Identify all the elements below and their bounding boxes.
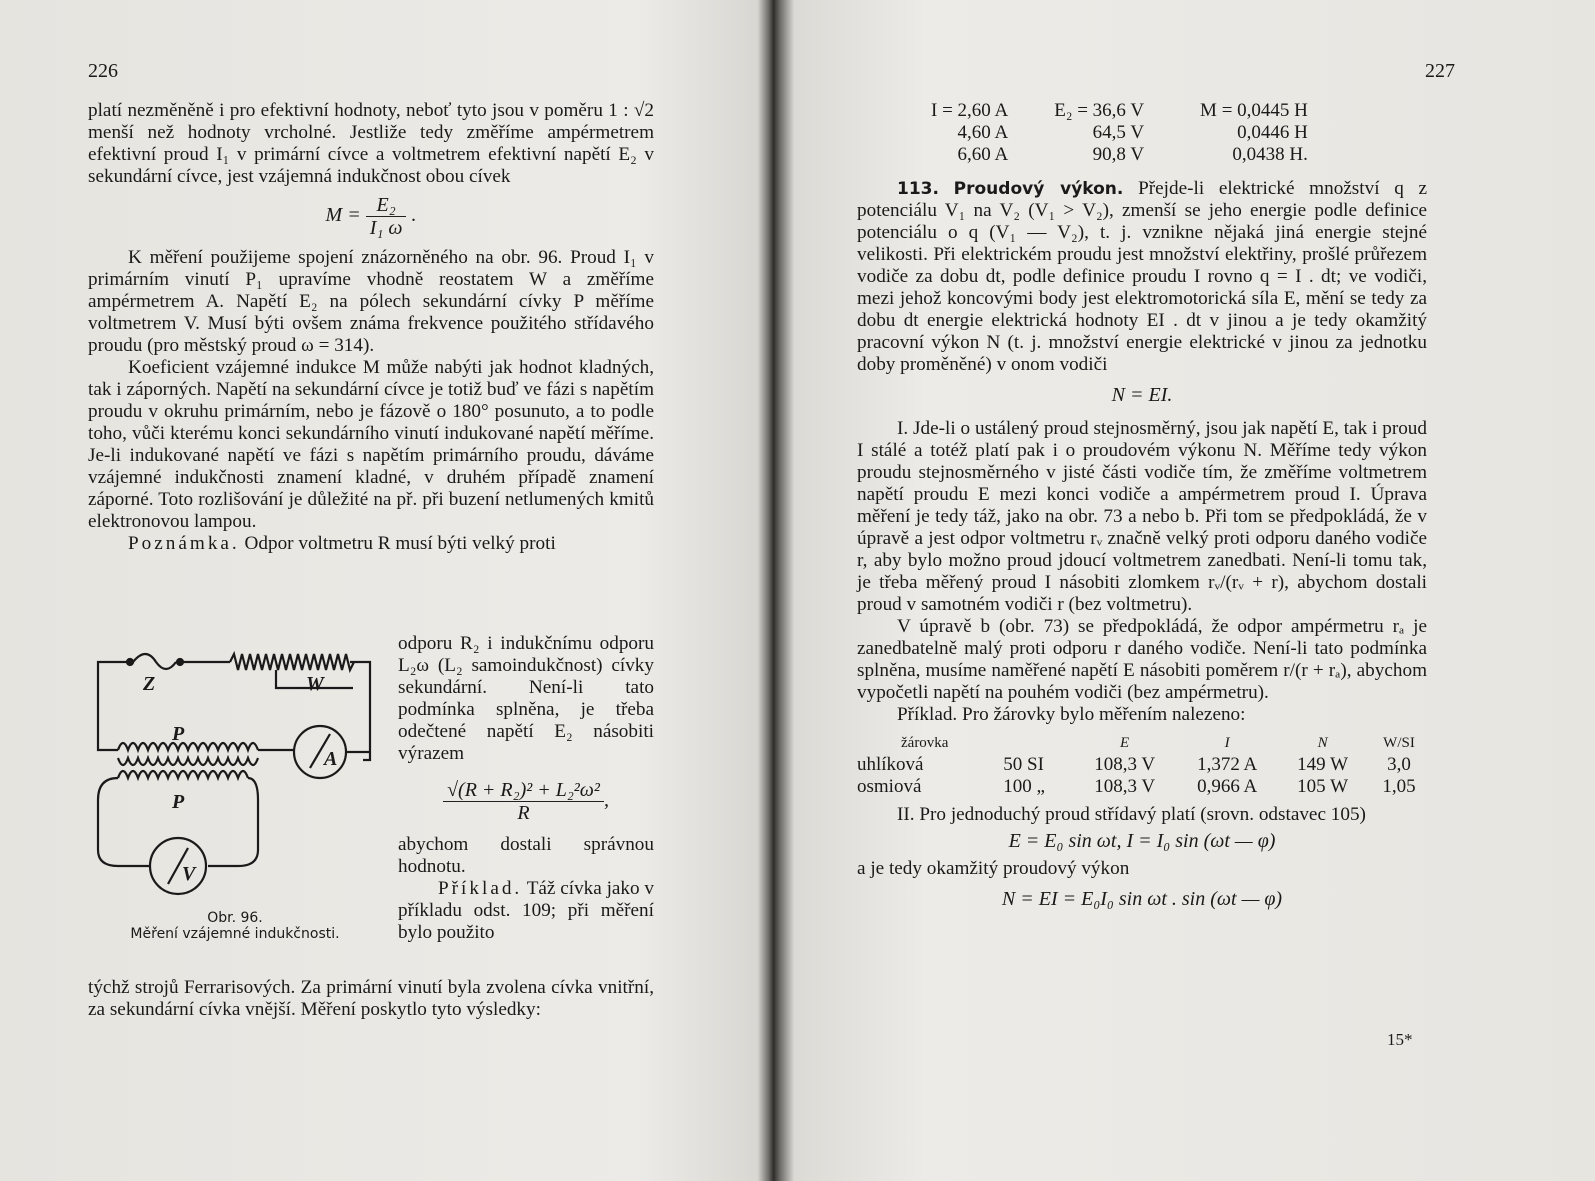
lamp-table: [851, 732, 1431, 798]
equation-denominator: R: [517, 802, 530, 824]
table-cell: 3,0: [1387, 754, 1411, 775]
note-first-line: [88, 533, 654, 555]
table-cell: 0,0446 H: [1237, 122, 1308, 143]
equation-fraction: [366, 194, 407, 239]
figure-label: Obr. 96.: [207, 910, 263, 926]
equation-tail: ,: [603, 789, 609, 812]
label-a: A: [324, 748, 338, 770]
note-column-text: odporu R₂ i indukčnímu odporu L₂ω (L₂ samoindukčnost) cívky sekundární. Není-li tato podmínka splněna, je třeba odečtené napětí E₂ násobiti výrazem: [398, 633, 654, 764]
left-note-column: [398, 633, 654, 944]
primary-coil: [118, 743, 258, 750]
switch-z: [133, 654, 176, 669]
table-cell: 4,60 A: [957, 122, 1009, 143]
equation-correction: [398, 779, 654, 824]
table-header-row: [851, 732, 1431, 754]
page-number-right: 227: [1425, 60, 1455, 82]
paragraph: Příklad. Pro žárovky bylo měřením nalezeno:: [897, 704, 1246, 725]
table-cell: M = 0,0445 H: [1200, 100, 1308, 121]
label-w: W: [306, 673, 324, 695]
table-cell: 149 W: [1297, 754, 1348, 775]
paragraph: K měření použijeme spojení znázorněného na obr. 96. Proud I₁ v primárním vinutí P₁ upravíme vhodně reostatem W a změříme ampérmetrem A. Napětí E₂ na pólech sekundární cívky P měříme voltmetrem V. Musí býti ovšem známa frekvence použitého střídavého proudu (pro městský proud ω = 314).: [88, 247, 654, 356]
right-page: [775, 0, 1595, 1181]
paragraph: V úpravě b (obr. 73) se předpokládá, že odpor ampérmetru rₐ je zanedbatelně malý proti odporu r daného vodiče. Není-li tato podmínka splněna, musíme naměřené napětí E násobiti poměrem r/(r + rₐ), abychom vypočetli napětí na pouhém vodiči (bez ampérmetru).: [857, 616, 1427, 703]
equation-numerator: √(R + R₂)² + L₂²ω²: [443, 779, 604, 802]
table-cell: E₂ = 36,6 V: [1054, 100, 1145, 121]
paragraph: platí nezměněně i pro efektivní hodnoty, neboť tyto jsou v poměru 1 : √2 menší než hodnoty vrcholné. Jestliže tedy změříme ampérmetrem efektivní proud I₁ v primární cívce a voltmetrem efektivní napětí E₂ v sekundární cívce, jest vzájemná indukčnost obou cívek: [88, 100, 654, 187]
left-page: [0, 0, 760, 1181]
results-table: [925, 100, 1314, 166]
wire-left-primary: [98, 720, 118, 750]
table-row: [851, 776, 1431, 798]
terminal-dot: [127, 659, 133, 665]
paragraph: I. Jde-li o ustálený proud stejnosměrný, jsou jak napětí E, tak i proud I stálé a totéž platí pak i o proudovém výkonu N. Měříme tedy výkon proudu stejnosměrného v jisté části vodiče tím, že změříme voltmetrem napětí proudu E mezi konci vodiče a ampérmetrem proud I. Úprava měření je tedy táž, jako na obr. 73 a nebo b. Při tom se předpokládá, že v úpravě a jest odpor voltmetru rᵥ značně velký proti odporu daného vodiče r, aby bylo možno proud jdoucí voltmetrem zanedbati. Není-li tomu tak, je třeba měřený proud I násobiti zlomkem rᵥ/(rᵥ + r), abychom dostali proud v samotném vodiči r (bez voltmetru).: [857, 418, 1427, 615]
figure-title: Měření vzájemné indukčnosti.: [130, 926, 340, 942]
table-header: E: [1120, 735, 1130, 751]
note-label: Poznámka.: [128, 533, 240, 554]
example-label: Příklad.: [438, 878, 523, 899]
equation-fraction: [443, 779, 604, 824]
table-cell: 64,5 V: [1092, 122, 1145, 143]
note-after-text: abychom dostali správnou hodnotu.: [398, 834, 654, 877]
table-cell: 0,966 A: [1197, 776, 1258, 797]
paragraph: a je tedy okamžitý proudový výkon: [857, 858, 1130, 879]
wire-top: [98, 662, 128, 720]
table-row: [925, 100, 1314, 122]
table-header: N: [1317, 735, 1328, 751]
section-title: Proudový výkon.: [953, 179, 1124, 199]
page-number-left: 226: [88, 60, 118, 82]
table-header: W/SI: [1383, 735, 1415, 751]
paragraph: Koeficient vzájemné indukce M může nabýti jak hodnot kladných, tak i záporných. Napětí na sekundární cívce je totiž buď ve fázi s napětím proudu v okruhu primárním, nebo je fázově o 180° posunuto, a to podle toho, vůči kterému konci sekundárního vinutí indukované napětí měříme. Je-li indukované napětí ve fázi s napětím primárního proudu, dáváme vzájemné indukčnosti znamení kladné, v druhém případě znamení záporné. Toto rozlišování je důležité na př. při buzení netlumených kmitů elektronovou lampou.: [88, 357, 654, 532]
table-row: [925, 122, 1314, 144]
figure-caption: [100, 910, 370, 942]
table-header: I: [1224, 735, 1230, 751]
table-cell: 100 „: [1003, 776, 1045, 797]
table-cell: osmiová: [857, 776, 922, 797]
equation-lhs: M =: [325, 204, 361, 227]
table-header: žárovka: [901, 735, 949, 751]
equation-numerator: E₂: [366, 194, 407, 217]
label-v: V: [182, 863, 196, 885]
circuit-figure-96: [88, 640, 388, 900]
table-cell: 6,60 A: [957, 144, 1009, 165]
table-cell: 1,372 A: [1197, 754, 1258, 775]
equation-ac: E = E₀ sin ωt, I = I₀ sin (ωt — φ): [1008, 830, 1276, 852]
secondary-coil: [118, 771, 248, 778]
equation-mutual-inductance: M = $\frac{\text{E₂}}{\text{I₁ ω}}$ .: [325, 194, 417, 239]
table-cell: 108,3 V: [1094, 776, 1156, 797]
table-cell: 108,3 V: [1094, 754, 1156, 775]
left-text-top: [88, 100, 654, 555]
equation-power: N = EI.: [1111, 384, 1173, 406]
wire-secondary-right: [208, 778, 258, 866]
table-cell: uhlíková: [857, 754, 924, 775]
paragraph: II. Pro jednoduchý proud střídavý platí (srovn. odstavec 105): [897, 804, 1366, 825]
paragraph: Přejde-li elektrické množství q z potenciálu V₁ na V₂ (V₁ > V₂), zmenší se jeho energie podle definice potenciálu o q (V₁ — V₂), t. j. vznikne nějaká jiná energie stejné velikosti. Při elektrickém proudu jest množství elektřiny, prošlé průřezem vodiče za dobu dt, podle definice proudu I rovno q = I . dt; ve vodiči, mezi jehož koncovými body jest elektromotorická síla E, mění se tedy za dobu dt energie elektrická hodnoty EI . dt v jinou a je tedy okamžitý pracovní výkon N (t. j. množství energie elektrické v jinou za jednotku doby proměněné) v onom vodiči: [857, 178, 1428, 375]
left-text-bottom: [88, 977, 654, 1021]
terminal-dot: [177, 659, 183, 665]
note-text: Odpor voltmetru R musí býti velký proti: [244, 533, 556, 554]
equation-denominator: I₁ ω: [369, 217, 403, 239]
right-text: [857, 178, 1427, 916]
table-cell: 1,05: [1382, 776, 1416, 797]
table-cell: 90,8 V: [1092, 144, 1145, 165]
equation-instant-power: N = EI = E₀I₀ sin ωt . sin (ωt — φ): [1001, 888, 1283, 910]
wire-secondary-left: [98, 778, 150, 866]
section-number: 113.: [897, 179, 939, 199]
wire-right-primary: [350, 662, 370, 760]
table-cell: 105 W: [1297, 776, 1348, 797]
example-column-text: Táž cívka jako v příkladu odst. 109; při měření bylo použito: [398, 878, 655, 943]
paragraph: týchž strojů Ferrarisových. Za primární vinutí byla zvolena cívka vnitřní, za sekundární cívka vnější. Měření poskytlo tyto výsledky:: [88, 977, 654, 1020]
table-header: [997, 732, 1073, 754]
label-z: Z: [143, 673, 156, 695]
label-p: P: [172, 791, 185, 813]
table-row: [925, 144, 1314, 166]
table-cell: I = 2,60 A: [931, 100, 1009, 121]
table-cell: 50 SI: [1003, 754, 1044, 775]
primary-coil-bottom: [118, 758, 258, 765]
label-p1: P: [172, 723, 185, 745]
table-row: [851, 754, 1431, 776]
rheostat-w-zigzag: [230, 654, 354, 670]
signature-mark: 15*: [1387, 1030, 1413, 1049]
table-cell: 0,0438 H.: [1232, 144, 1308, 165]
section-paragraph: [857, 178, 1427, 376]
